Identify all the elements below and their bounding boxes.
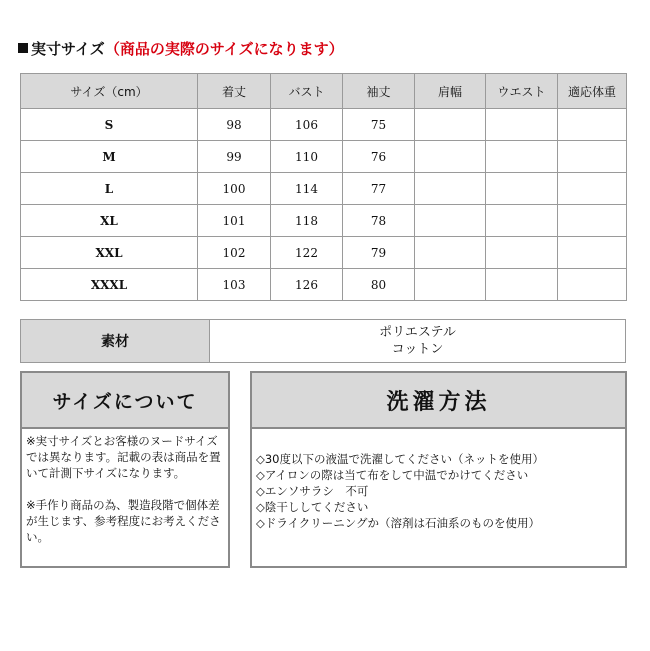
shoulder-cell bbox=[415, 141, 486, 173]
shoulder-cell bbox=[415, 205, 486, 237]
size-table bbox=[20, 73, 627, 301]
title-prefix: 実寸サイズ bbox=[31, 40, 105, 58]
header-length: 着丈 bbox=[198, 74, 271, 109]
sleeve-cell: 76 bbox=[343, 141, 415, 173]
washing-line: ◇30度以下の液温で洗濯してください（ネットを使用） bbox=[256, 452, 544, 466]
weight-cell bbox=[558, 141, 627, 173]
table-row bbox=[21, 205, 627, 237]
size-note-paragraph: ※実寸サイズとお客様のヌードサイズでは異なります。記載の表は商品を置いて計測下サイズになります。 bbox=[26, 434, 221, 480]
waist-cell bbox=[486, 141, 558, 173]
sleeve-cell: 78 bbox=[343, 205, 415, 237]
washing-line: ◇アイロンの際は当て布をして中温でかけてください bbox=[256, 468, 529, 482]
table-row bbox=[21, 109, 627, 141]
length-cell: 102 bbox=[198, 237, 271, 269]
size-notes-heading: サイズについて bbox=[22, 373, 228, 429]
bust-cell: 114 bbox=[271, 173, 343, 205]
size-note-paragraph: ※手作り商品の為、製造段階で個体差が生じます、参考程度にお考えください。 bbox=[26, 498, 221, 544]
title-note: （商品の実際のサイズになります） bbox=[104, 40, 344, 58]
table-row bbox=[21, 173, 627, 205]
size-cell: XXL bbox=[21, 237, 198, 269]
waist-cell bbox=[486, 173, 558, 205]
length-cell: 103 bbox=[198, 269, 271, 301]
waist-cell bbox=[486, 269, 558, 301]
material-values bbox=[210, 320, 625, 362]
waist-cell bbox=[486, 205, 558, 237]
size-notes-box bbox=[20, 371, 230, 568]
header-weight: 適応体重 bbox=[558, 74, 627, 109]
header-shoulder: 肩幅 bbox=[415, 74, 486, 109]
washing-line: ◇陰干ししてください bbox=[256, 500, 369, 514]
waist-cell bbox=[486, 237, 558, 269]
size-notes-body bbox=[22, 429, 228, 545]
sleeve-cell: 75 bbox=[343, 109, 415, 141]
weight-cell bbox=[558, 173, 627, 205]
weight-cell bbox=[558, 237, 627, 269]
sleeve-cell: 80 bbox=[343, 269, 415, 301]
washing-body bbox=[252, 429, 625, 531]
size-cell: M bbox=[21, 141, 198, 173]
shoulder-cell bbox=[415, 269, 486, 301]
square-bullet-icon bbox=[18, 43, 28, 53]
size-cell: L bbox=[21, 173, 198, 205]
table-row bbox=[21, 141, 627, 173]
bust-cell: 106 bbox=[271, 109, 343, 141]
page-title bbox=[18, 38, 344, 59]
bust-cell: 126 bbox=[271, 269, 343, 301]
length-cell: 99 bbox=[198, 141, 271, 173]
length-cell: 101 bbox=[198, 205, 271, 237]
sleeve-cell: 79 bbox=[343, 237, 415, 269]
material-value: ポリエステル bbox=[379, 325, 456, 340]
waist-cell bbox=[486, 109, 558, 141]
material-value: コットン bbox=[391, 342, 444, 357]
weight-cell bbox=[558, 269, 627, 301]
weight-cell bbox=[558, 205, 627, 237]
bust-cell: 110 bbox=[271, 141, 343, 173]
header-bust: バスト bbox=[271, 74, 343, 109]
size-cell: S bbox=[21, 109, 198, 141]
size-cell: XL bbox=[21, 205, 198, 237]
bust-cell: 118 bbox=[271, 205, 343, 237]
washing-line: ◇ドライクリーニングか（溶剤は石油系のものを使用） bbox=[256, 516, 541, 530]
washing-heading: 洗濯方法 bbox=[252, 373, 625, 429]
material-table bbox=[20, 319, 626, 363]
sleeve-cell: 77 bbox=[343, 173, 415, 205]
table-row bbox=[21, 237, 627, 269]
header-waist: ウエスト bbox=[486, 74, 558, 109]
bust-cell: 122 bbox=[271, 237, 343, 269]
header-sleeve: 袖丈 bbox=[343, 74, 415, 109]
washing-line: ◇エンソサラシ 不可 bbox=[256, 484, 369, 498]
material-label: 素材 bbox=[21, 320, 210, 362]
shoulder-cell bbox=[415, 109, 486, 141]
shoulder-cell bbox=[415, 237, 486, 269]
length-cell: 100 bbox=[198, 173, 271, 205]
size-cell: XXXL bbox=[21, 269, 198, 301]
length-cell: 98 bbox=[198, 109, 271, 141]
header-size: サイズ（cm） bbox=[21, 74, 198, 109]
weight-cell bbox=[558, 109, 627, 141]
table-row bbox=[21, 269, 627, 301]
washing-box bbox=[250, 371, 627, 568]
shoulder-cell bbox=[415, 173, 486, 205]
size-table-header-row bbox=[21, 74, 627, 109]
